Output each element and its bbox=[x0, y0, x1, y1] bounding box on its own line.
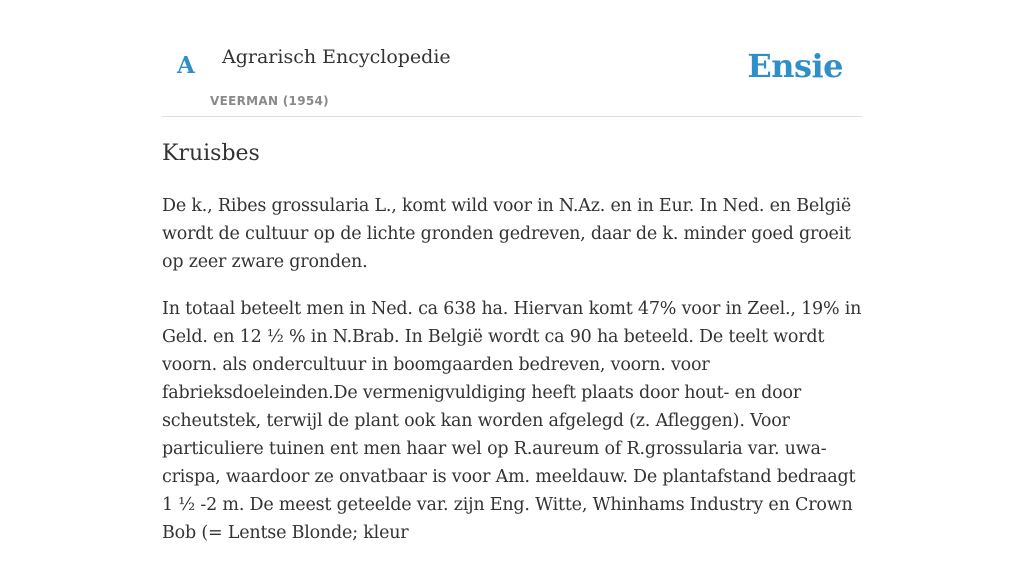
ensie-logo[interactable]: Ensie bbox=[747, 47, 843, 85]
article-title: Kruisbes bbox=[162, 141, 260, 166]
book-title[interactable]: Agrarisch Encyclopedie bbox=[222, 46, 451, 68]
header bbox=[162, 0, 862, 117]
article-paragraph: De k., Ribes grossularia L., komt wild voor in N.Az. en in Eur. In Ned. en België wordt de cultuur op de lichte gronden gedreven, daar de k. minder goed groeit op zeer zware gronden. bbox=[162, 195, 852, 272]
index-letter[interactable]: A bbox=[177, 52, 195, 79]
article bbox=[162, 139, 862, 566]
book-meta: VEERMAN (1954) bbox=[210, 94, 329, 108]
article-paragraph: In totaal beteelt men in Ned. ca 638 ha. Hiervan komt 47% voor in Zeel., 19% in Geld. en 12 ½ % in N.Brab. In België wordt ca 90 ha beteeld. De teelt wordt voorn. als ondercultuur in boomgaarden bedreven, voorn. voor fabrieksdoeleinden.De vermenigvuldiging heeft plaats door hout- en door scheutstek, terwijl de plant ook kan worden afgelegd (z. Afleggen). Voor particuliere tuinen ent men haar wel op R.aureum of R.grossularia var. uwa-crispa, waardoor ze onvatbaar is voor Am. meeldauw. De plantafstand bedraagt 1 ½ -2 m. De meest geteelde var. zijn Eng. Witte, Whinhams Industry en Crown Bob (= Lentse Blonde; kleur bbox=[162, 298, 862, 543]
